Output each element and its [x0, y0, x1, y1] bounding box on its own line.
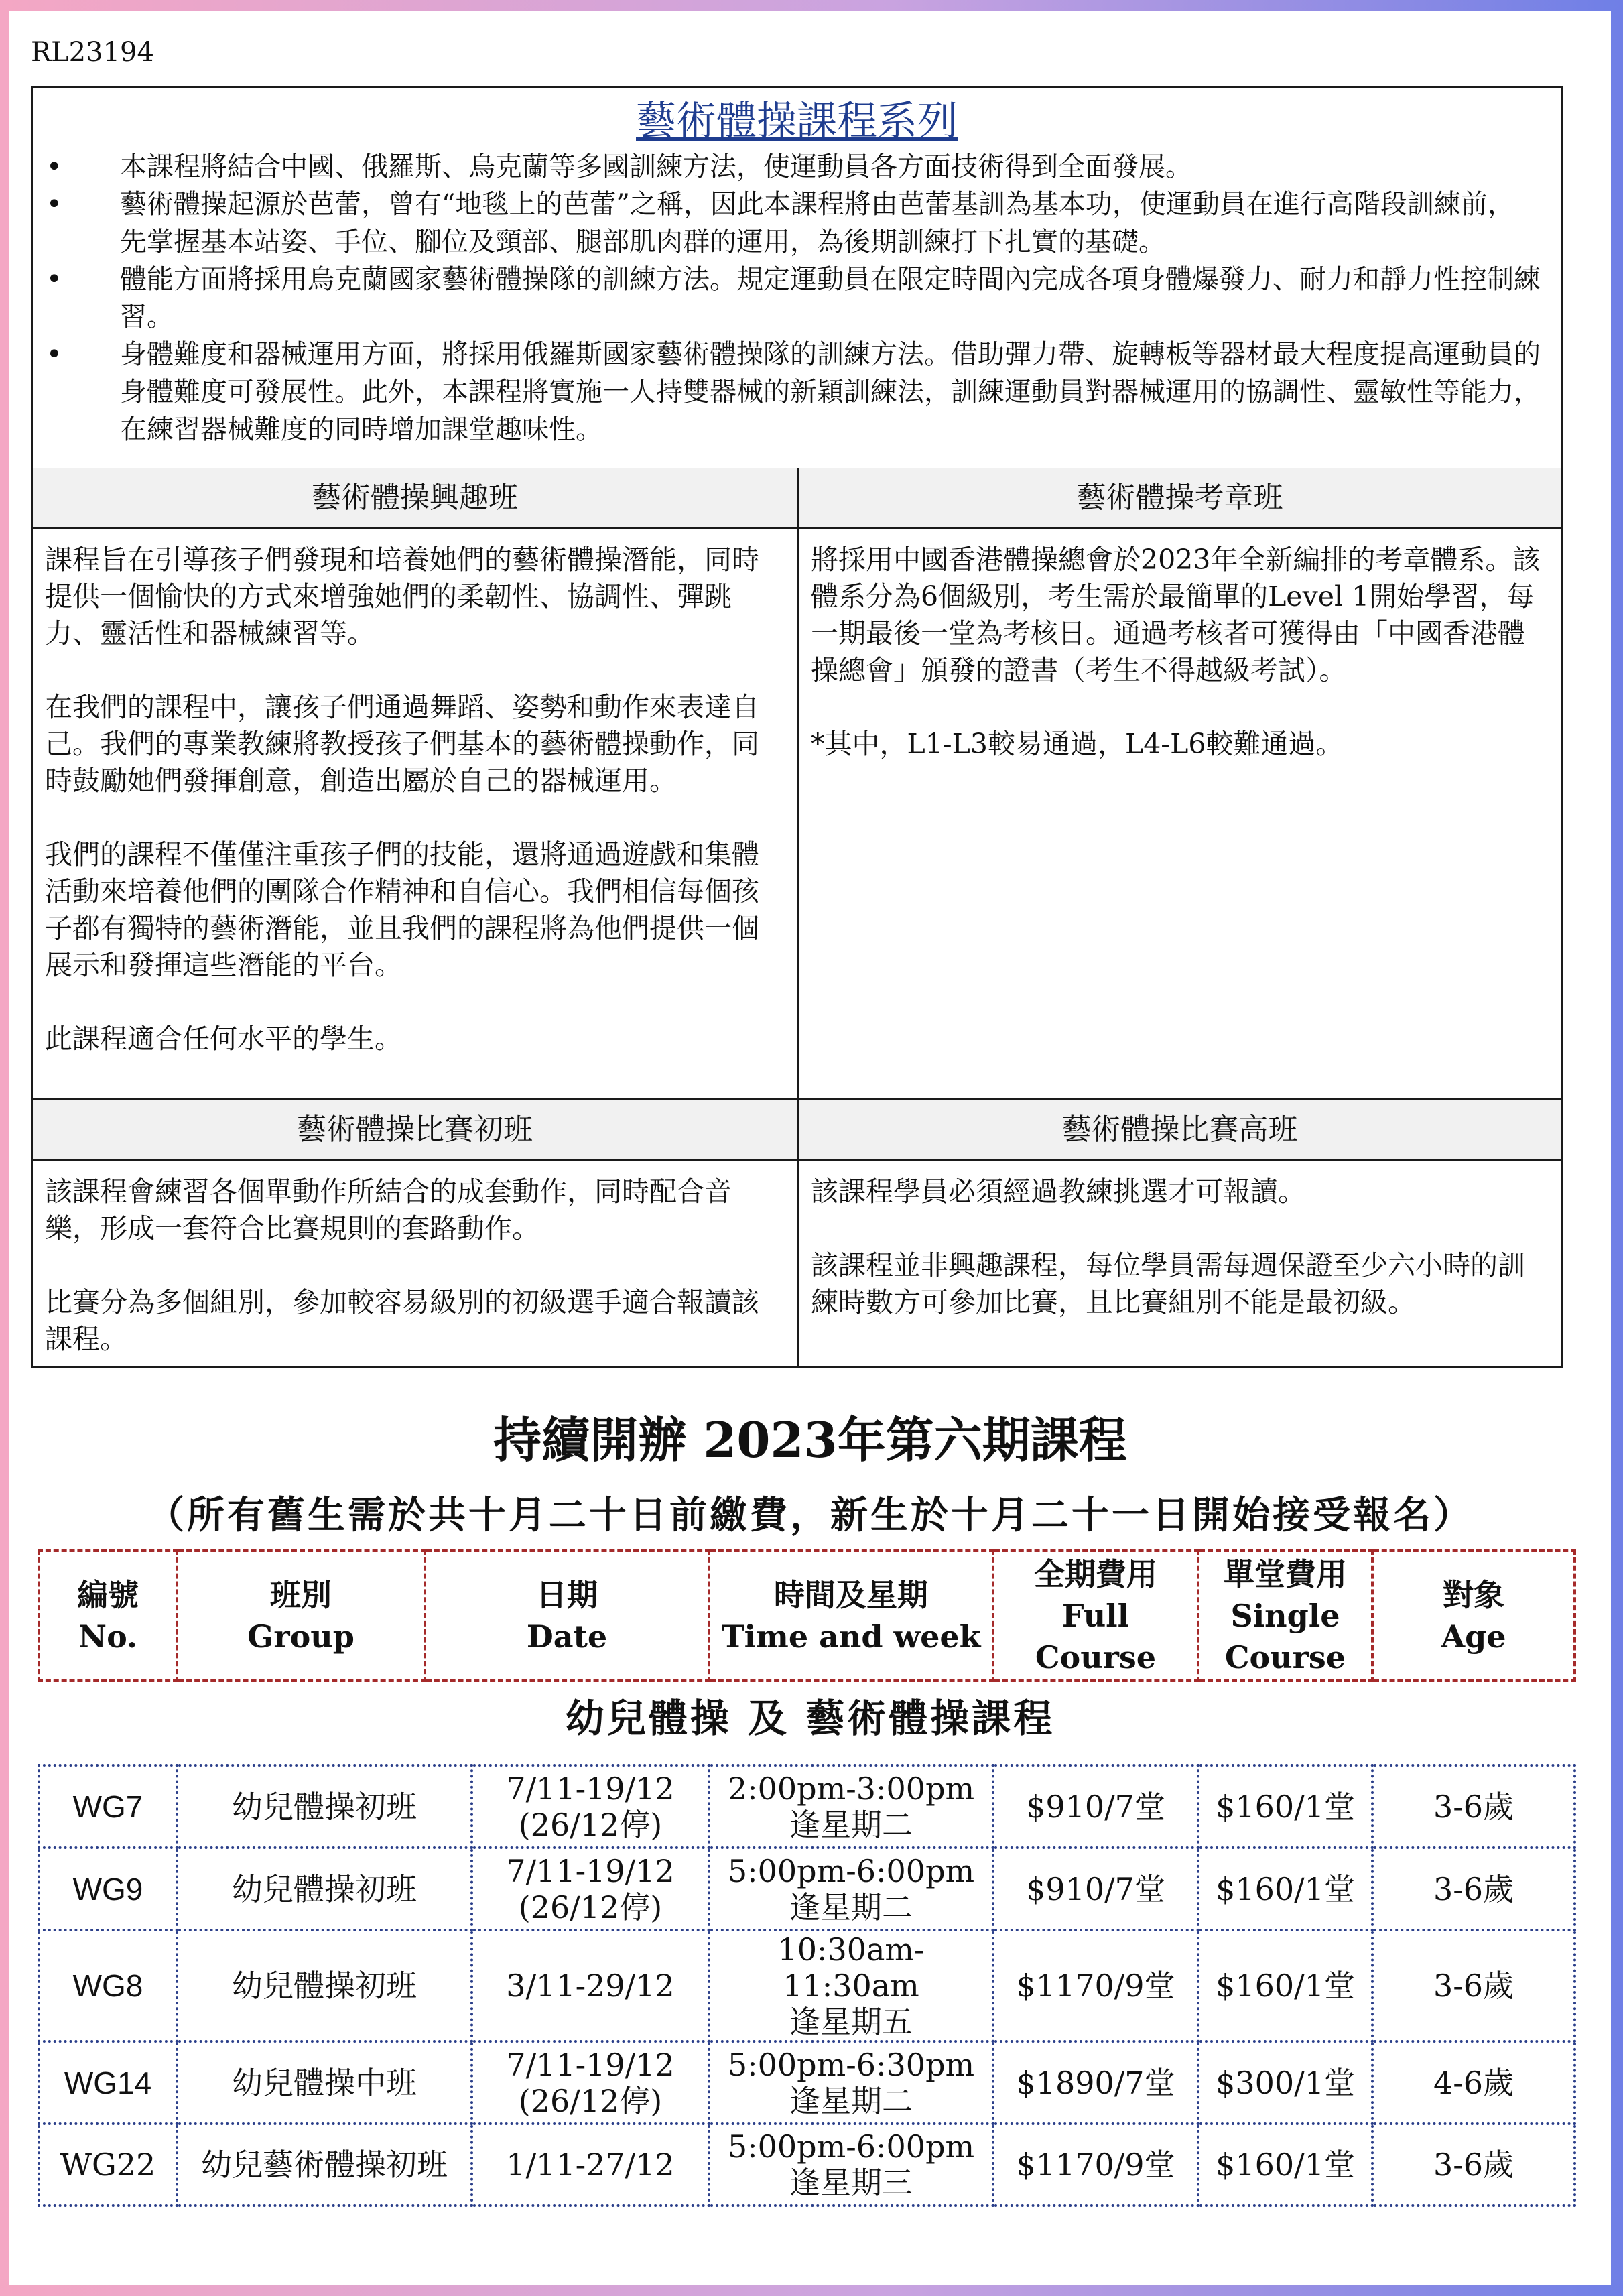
- table-row: [39, 2124, 1575, 2206]
- class-group: 幼兒體操初班: [177, 1930, 472, 2041]
- header-date: 日期 Date: [425, 1551, 709, 1681]
- badge-class-description: [797, 529, 1561, 1100]
- interest-class-description: [33, 529, 797, 1100]
- class-date: 3/11-29/12: [472, 1930, 709, 2041]
- class-date: 7/11-19/12 (26/12停): [472, 1848, 709, 1930]
- class-group: 幼兒藝術體操初班: [177, 2124, 472, 2206]
- table-row: [39, 1930, 1575, 2041]
- schedule-header-table: [38, 1549, 1576, 1682]
- header-single-fee: 單堂費用 Single Course: [1198, 1551, 1372, 1681]
- badge-class-title: 藝術體操考章班: [797, 468, 1561, 529]
- schedule-title: 持續開辦 2023年第六期課程: [493, 1411, 1127, 1468]
- class-single-fee: $160/1堂: [1198, 1848, 1372, 1930]
- class-time: 5:00pm-6:00pm 逢星期二: [709, 1848, 993, 1930]
- header-group: 班別 Group: [177, 1551, 425, 1681]
- class-full-fee: $1170/9堂: [993, 1930, 1198, 2041]
- class-time: 5:00pm-6:00pm 逢星期三: [709, 2124, 993, 2206]
- description-paragraph: *其中，L1-L3較易通過，L4-L6較難通過。: [811, 728, 1344, 760]
- class-date: 7/11-19/12 (26/12停): [472, 2041, 709, 2124]
- class-age: 3-6歲: [1372, 1930, 1575, 2041]
- class-code: WG14: [39, 2041, 177, 2124]
- class-time: 10:30am-11:30am 逢星期五: [709, 1930, 993, 2041]
- class-full-fee: $1170/9堂: [993, 2124, 1198, 2206]
- description-paragraph: 該課程會練習各個單動作所結合的成套動作，同時配合音樂，形成一套符合比賽規則的套路動作。: [45, 1175, 732, 1245]
- class-single-fee: $160/1堂: [1198, 1930, 1372, 2041]
- description-paragraph: 比賽分為多個組別，參加較容易級別的初級選手適合報讀該課程。: [45, 1286, 759, 1355]
- intro-bullet: • 本課程將結合中國、俄羅斯、烏克蘭等多國訓練方法，使運動員各方面技術得到全面發展。: [33, 148, 1561, 186]
- class-single-fee: $160/1堂: [1198, 2124, 1372, 2206]
- class-code: WG22: [39, 2124, 177, 2206]
- class-time: 2:00pm-3:00pm 逢星期二: [709, 1765, 993, 1848]
- class-age: 3-6歲: [1372, 1765, 1575, 1848]
- course-heading: 幼兒體操 及 藝術體操課程: [565, 1696, 1055, 1741]
- class-age: 3-6歲: [1372, 2124, 1575, 2206]
- intro-bullet: • 藝術體操起源於芭蕾，曾有“地毯上的芭蕾”之稱，因此本課程將由芭蕾基訓為基本功，使運動員在進行高階段訓練前，先掌握基本站姿、手位、腳位及頸部、腿部肌肉群的運用，為後期訓練打下扎實的基礎。: [33, 186, 1561, 261]
- class-date: 7/11-19/12 (26/12停): [472, 1765, 709, 1848]
- table-row: [39, 1848, 1575, 1930]
- table-row: [39, 2041, 1575, 2124]
- class-age: 4-6歲: [1372, 2041, 1575, 2124]
- competition-beginner-title: 藝術體操比賽初班: [33, 1100, 797, 1161]
- description-paragraph: 該課程並非興趣課程，每位學員需每週保證至少六小時的訓練時數方可參加比賽，且比賽組別不能是最初級。: [811, 1249, 1525, 1318]
- class-group: 幼兒體操初班: [177, 1765, 472, 1848]
- schedule-note: （所有舊生需於共十月二十日前繳費，新生於十月二十一日開始接受報名）: [147, 1493, 1474, 1537]
- intro-title: 藝術體操課程系列: [636, 98, 958, 145]
- class-full-fee: $1890/7堂: [993, 2041, 1198, 2124]
- competition-advanced-title: 藝術體操比賽高班: [797, 1100, 1561, 1161]
- description-paragraph: 我們的課程不僅僅注重孩子們的技能，還將通過遊戲和集體活動來培養他們的團隊合作精神和自信心。我們相信每個孩子都有獨特的藝術潛能，並且我們的課程將為他們提供一個展示和發揮這些潛能的平台。: [45, 838, 759, 981]
- document-page: [9, 11, 1611, 2285]
- class-date: 1/11-27/12: [472, 2124, 709, 2206]
- header-no: 編號 No.: [39, 1551, 177, 1681]
- class-code: WG9: [39, 1848, 177, 1930]
- class-group: 幼兒體操初班: [177, 1848, 472, 1930]
- class-time: 5:00pm-6:30pm 逢星期二: [709, 2041, 993, 2124]
- table-row: [39, 1765, 1575, 1848]
- class-full-fee: $910/7堂: [993, 1848, 1198, 1930]
- interest-class-title: 藝術體操興趣班: [33, 468, 797, 529]
- intro-bullet: • 身體難度和器械運用方面，將採用俄羅斯國家藝術體操隊的訓練方法。借助彈力帶、旋轉板等器材最大程度提高運動員的身體難度可發展性。此外，本課程將實施一人持雙器械的新穎訓練法，訓練運動員對器械運用的協調性、靈敏性等能力，在練習器械難度的同時增加課堂趣味性。: [33, 336, 1561, 448]
- competition-beginner-description: [33, 1161, 797, 1366]
- description-paragraph: 該課程學員必須經過教練挑選才可報讀。: [811, 1175, 1305, 1208]
- intro-bullet: • 體能方面將採用烏克蘭國家藝術體操隊的訓練方法。規定運動員在限定時間內完成各項身體爆發力、耐力和靜力性控制練習。: [33, 261, 1561, 336]
- class-full-fee: $910/7堂: [993, 1765, 1198, 1848]
- class-code: WG8: [39, 1930, 177, 2041]
- class-age: 3-6歲: [1372, 1848, 1575, 1930]
- intro-bullet-list: [33, 148, 1561, 448]
- class-description-grid: [31, 468, 1563, 1368]
- header-full-fee: 全期費用 Full Course: [993, 1551, 1198, 1681]
- schedule-table: [38, 1764, 1576, 2207]
- class-single-fee: $160/1堂: [1198, 1765, 1372, 1848]
- intro-section: [31, 86, 1563, 470]
- header-time: 時間及星期 Time and week: [709, 1551, 993, 1681]
- class-group: 幼兒體操中班: [177, 2041, 472, 2124]
- header-age: 對象 Age: [1372, 1551, 1575, 1681]
- description-paragraph: 此課程適合任何水平的學生。: [45, 1023, 402, 1055]
- description-paragraph: 在我們的課程中，讓孩子們通過舞蹈、姿勢和動作來表達自己。我們的專業教練將教授孩子們基本的藝術體操動作，同時鼓勵她們發揮創意，創造出屬於自己的器械運用。: [45, 691, 759, 797]
- class-code: WG7: [39, 1765, 177, 1848]
- description-paragraph: 將採用中國香港體操總會於2023年全新編排的考章體系。該體系分為6個級別，考生需於最簡單的Level 1開始學習，每一期最後一堂為考核日。通過考核者可獲得由「中國香港體操總會」頒發的證書（考生不得越級考試）。: [811, 544, 1541, 686]
- document-id: RL23194: [31, 37, 154, 68]
- description-paragraph: 課程旨在引導孩子們發現和培養她們的藝術體操潛能，同時提供一個愉快的方式來增強她們的柔韌性、協調性、彈跳力、靈活性和器械練習等。: [45, 544, 759, 649]
- class-single-fee: $300/1堂: [1198, 2041, 1372, 2124]
- competition-advanced-description: [797, 1161, 1561, 1366]
